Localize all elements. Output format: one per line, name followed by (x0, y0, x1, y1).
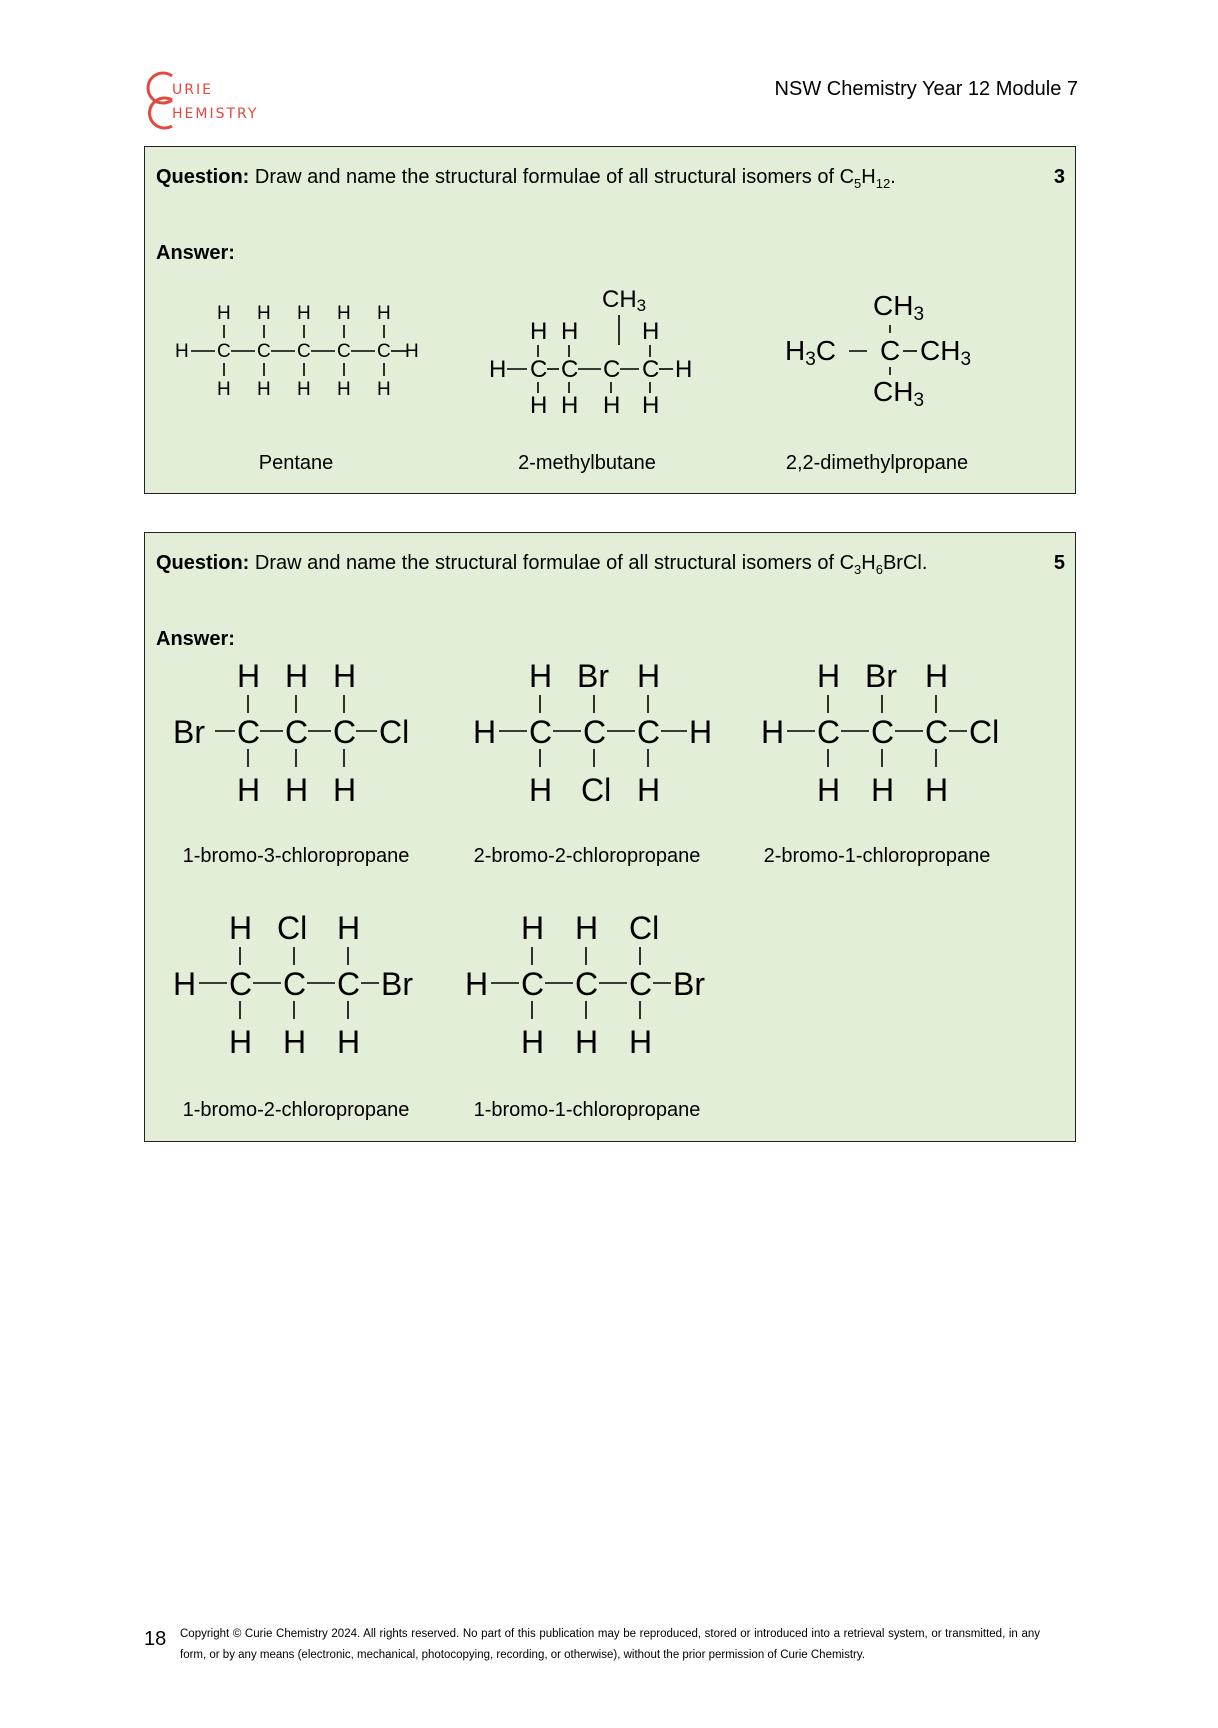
svg-text:H: H (603, 392, 621, 419)
svg-text:H: H (761, 714, 785, 750)
question-2-text: Question: Draw and name the structural formulae of all structural isomers of $C_3H_6BrCl$. (156, 552, 928, 577)
svg-text:Br: Br (577, 658, 609, 694)
svg-text:C: C (521, 966, 545, 1002)
page-number: 18 (144, 1628, 167, 1650)
svg-text:H: H (521, 1024, 545, 1060)
svg-text:CH3: CH3 (920, 335, 972, 370)
svg-text:H: H (689, 714, 713, 750)
svg-text:C: C (530, 356, 548, 383)
svg-text:H: H (642, 392, 660, 419)
svg-text:H: H (237, 772, 261, 808)
svg-text:H: H (217, 303, 231, 324)
svg-text:C: C (575, 966, 599, 1002)
svg-text:CH3: CH3 (873, 290, 925, 325)
svg-text:C: C (529, 714, 553, 750)
question-1-marks: 3 (1053, 166, 1065, 188)
svg-text:C: C (629, 966, 653, 1002)
molecule-name: 1-bromo-3-chloropropane (182, 845, 410, 867)
svg-text:H: H (405, 341, 419, 362)
svg-text:C: C (333, 714, 357, 750)
svg-text:H: H (297, 379, 311, 400)
svg-text:CH3: CH3 (873, 376, 925, 411)
logo-text-top: URIE (172, 82, 213, 98)
svg-text:H: H (175, 341, 189, 362)
question-label: Question: (156, 552, 250, 574)
svg-text:H: H (337, 1024, 361, 1060)
svg-text:C: C (337, 966, 361, 1002)
question-1-text: Question: Draw and name the structural formulae of all structural isomers of $C_5H_{12}$. (156, 166, 896, 191)
1-bromo-2-chloropropane-structure (173, 905, 433, 1065)
svg-text:C: C (583, 714, 607, 750)
svg-text:H: H (637, 772, 661, 808)
svg-text:H: H (925, 658, 949, 694)
page-header-title: NSW Chemistry Year 12 Module 7 (774, 78, 1078, 100)
svg-text:H: H (173, 966, 197, 1002)
answer-label-1: Answer: (156, 242, 235, 264)
logo-text-bottom: HEMISTRY (172, 106, 259, 122)
svg-text:C: C (337, 341, 351, 362)
svg-text:Cl: Cl (277, 910, 308, 946)
question-box-1 (144, 146, 1076, 494)
svg-text:H: H (925, 772, 949, 808)
svg-text:Br: Br (173, 714, 205, 750)
2-bromo-1-chloropropane-structure (761, 653, 1021, 813)
molecule-name: 1-bromo-1-chloropropane (473, 1099, 701, 1121)
svg-text:H: H (377, 379, 391, 400)
svg-text:H: H (237, 658, 261, 694)
svg-text:C: C (377, 341, 391, 362)
question-label: Question: (156, 166, 250, 188)
svg-text:H: H (333, 658, 357, 694)
svg-text:H: H (529, 772, 553, 808)
svg-text:H: H (575, 1024, 599, 1060)
svg-text:H: H (333, 772, 357, 808)
svg-text:H: H (675, 356, 693, 383)
svg-text:H: H (637, 658, 661, 694)
svg-text:C: C (925, 714, 949, 750)
svg-text:H: H (629, 1024, 653, 1060)
svg-text:H: H (229, 910, 253, 946)
svg-text:C: C (871, 714, 895, 750)
svg-text:H: H (642, 318, 660, 345)
molecule-name: 2-methylbutane (518, 452, 656, 474)
question-box-2 (144, 532, 1076, 1142)
2-bromo-2-chloropropane-structure (473, 653, 733, 813)
svg-text:Br: Br (381, 966, 413, 1002)
svg-text:C: C (237, 714, 261, 750)
svg-text:C: C (297, 341, 311, 362)
svg-text:Cl: Cl (379, 714, 410, 750)
answer-label-2: Answer: (156, 628, 235, 650)
svg-text:H: H (337, 379, 351, 400)
svg-text:H: H (285, 658, 309, 694)
svg-text:H: H (229, 1024, 253, 1060)
svg-text:C: C (603, 356, 621, 383)
svg-text:H: H (530, 318, 548, 345)
molecule-name: Pentane (258, 452, 334, 474)
svg-text:C: C (637, 714, 661, 750)
question-2-marks: 5 (1053, 552, 1065, 574)
svg-text:CH3: CH3 (602, 286, 647, 315)
molecule-name: 1-bromo-2-chloropropane (182, 1099, 410, 1121)
svg-text:C: C (217, 341, 231, 362)
svg-text:H: H (257, 303, 271, 324)
svg-text:H: H (217, 379, 231, 400)
svg-text:H: H (529, 658, 553, 694)
svg-text:H: H (283, 1024, 307, 1060)
molecule-name: 2-bromo-1-chloropropane (763, 845, 991, 867)
svg-text:H: H (465, 966, 489, 1002)
molecule-name: 2-bromo-2-chloropropane (473, 845, 701, 867)
svg-text:H3C: H3C (785, 335, 837, 370)
svg-text:Br: Br (865, 658, 897, 694)
svg-text:H: H (871, 772, 895, 808)
copyright-notice: Copyright © Curie Chemistry 2024. All rights reserved. No part of this publication may be reproduced, stored or introduced into a retrieval system, or transmitted, in any form, or by any means (electronic, mechanical, photocopying, recording, or otherwise), without the prior permission of Curie Chemistry. (180, 1628, 1040, 1661)
logo-c-icon (142, 70, 202, 136)
svg-text:H: H (285, 772, 309, 808)
svg-text:H: H (575, 910, 599, 946)
svg-text:H: H (377, 303, 391, 324)
svg-text:H: H (521, 910, 545, 946)
svg-text:C: C (642, 356, 660, 383)
pentane-structure (171, 295, 419, 405)
svg-text:Cl: Cl (969, 714, 1000, 750)
svg-text:H: H (530, 392, 548, 419)
svg-text:C: C (880, 335, 901, 366)
svg-text:C: C (817, 714, 841, 750)
svg-text:H: H (297, 303, 311, 324)
svg-text:C: C (229, 966, 253, 1002)
2,2-dimethylpropane-structure (785, 285, 1005, 415)
molecule-name: 2,2-dimethylpropane (785, 452, 969, 474)
svg-text:C: C (283, 966, 307, 1002)
curie-chemistry-logo (142, 70, 302, 136)
svg-text:C: C (257, 341, 271, 362)
svg-text:H: H (817, 658, 841, 694)
svg-text:H: H (489, 356, 507, 383)
2-methylbutane-structure (485, 275, 715, 419)
svg-text:C: C (285, 714, 309, 750)
svg-text:H: H (817, 772, 841, 808)
svg-text:H: H (337, 910, 361, 946)
svg-text:H: H (257, 379, 271, 400)
svg-text:H: H (561, 318, 579, 345)
svg-text:H: H (337, 303, 351, 324)
svg-text:Cl: Cl (629, 910, 660, 946)
svg-text:H: H (561, 392, 579, 419)
top-hydrogens (217, 303, 391, 324)
svg-text:Cl: Cl (581, 772, 612, 808)
1-bromo-1-chloropropane-structure (465, 905, 735, 1065)
svg-text:Br: Br (673, 966, 705, 1002)
1-bromo-3-chloropropane-structure (173, 653, 433, 813)
svg-text:H: H (473, 714, 497, 750)
svg-text:C: C (561, 356, 579, 383)
